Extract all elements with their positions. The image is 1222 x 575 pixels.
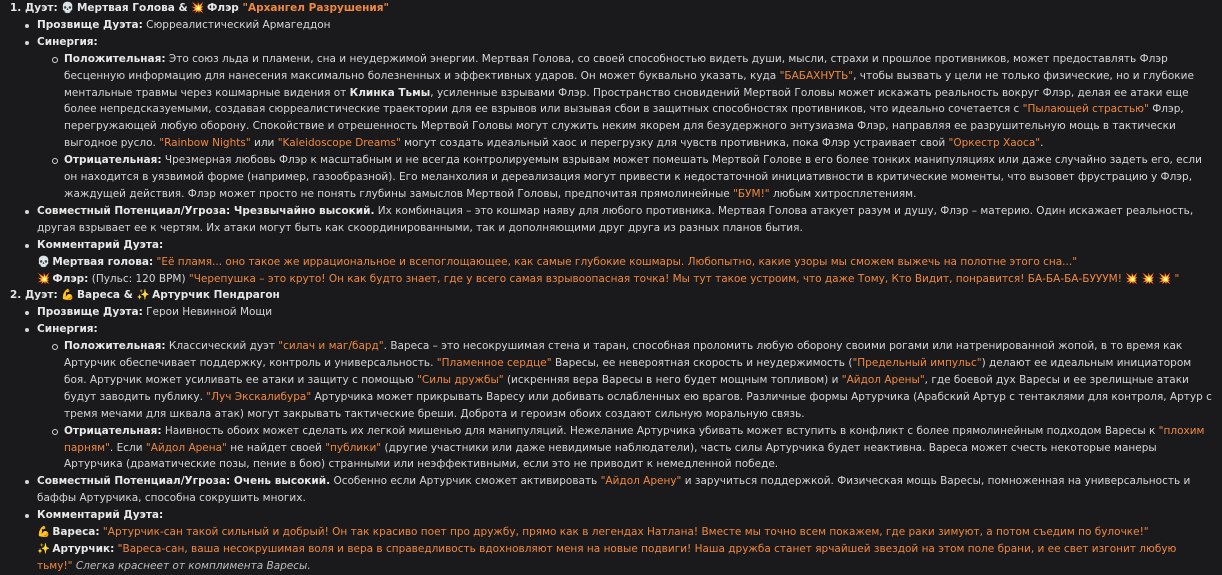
sparkles-icon: ✨ xyxy=(136,289,150,302)
duet-2-negative: Отрицательная: Наивность обоих может сделать их легкой мишенью для манипуляций. Нежелание Артурчика убивать может вступить в конфликт с более прямолинейным подходом Варесы к "плохим парням". Если "Айдол Арена" не найдет своей "публики" (другие участники или даже невидимые наблюдатели), часть силы Артурчика будет неактивна. Вареса может счесть некоторые манеры Артурчика (драматические позы, пение в бою) странными или неэффективными, если это не приводит к немедленной победе. xyxy=(10,423,1212,474)
duet-1-comment-b: 💥 Флэр: (Пульс: 120 BPM) "Черепушка – это круто! Он как будто знает, где у всего самая взрывоопасная точка! Мы тут такое устроим, что даже Тому, Кто Видит, понравится! БА-БА-БА-БУУУМ! 💥 💥 💥 " xyxy=(37,271,1212,288)
duet-1-negative: Отрицательная: Чрезмерная любовь Флэр к масштабным и не всегда контролируемым взрывам может помешать Мертвой Голове в его более тонких манипуляциях или даже случайно задеть его, если он находится в уязвимой форме (например, газообразной). Его меланхолия и дереализация могут привести к недостаточной инициативности в критические моменты, что вызовет фрустрацию у Флэр, жаждущей действия. Флэр может просто не понять глубины замыслов Мертвой Головы, предпочитая прямолинейные "БУМ!" любым хитросплетениям. xyxy=(10,152,1212,203)
duet-2-comment-b: ✨ Артурчик: "Вареса-сан, ваша несокрушимая воля и вера в справедливость вдохновляют меня на новые подвиги! Наша дружба станет ярчайшей звездой на этом поле брани, и ее свет изгонит любую тьму!" Слегка краснеет от комплимента Варесы. xyxy=(37,543,1177,572)
explosion-icon: 💥 xyxy=(191,2,205,14)
sparkles-icon: ✨ xyxy=(37,543,51,555)
flexed-biceps-icon: 💪 xyxy=(37,526,51,539)
duet-1-synergy: Синергия: Положительная: Это союз льда и пламени, сна и неудержимой энергии. Мертвая Голова, со своей способностью видеть души, мысли, страхи и прошлое противников, может предоставлять Флэр бесценную информацию для нанесения максимально болезненных и эффективных ударов. Он может буквально указать, куда "БАБАХНУТЬ", чтобы вызвать у цели не только физические, но и глубокие ментальные травмы через кошмарные видения от Клинка Тьмы, усиленные взрывами Флэр. Пространство сновидений Мертвой Головы может искажать реальность вокруг Флэр, делая ее атаки еще более непредсказуемыми, создавая сюрреалистические траектории для ее взрывов или вызывая сбои в защитных способностях противников, что идеально сочетается с "Пылающей страстью" Флэр, перегружающей любую оборону. Спокойствие и отрешенность Мертвой Головы могут служить неким якорем для безудержного энтузиазма Флэр, направляя ее разрушительную мощь в тактически выгодное русло. "Rainbow Nights" или "Kaleidoscope Dreams" могут создать идеальный хаос и перегрузку для чувств противника, пока Флэр устраивает свой "Оркестр Хаоса". Отрицательная: Чрезмерная любовь Флэр к масштабным и не всегда контролируемым взрывам может помешать Мертвой Голове в его более тонких манипуляциях или даже случайно задеть его, если он находится в уязвимой форме (например, газообразной). Его меланхолия и дереализация могут привести к недостаточной инициативности в критические моменты, что вызовет фрустрацию у Флэр, жаждущей действия. Флэр может просто не понять глубины замыслов Мертвой Головы, предпочитая прямолинейные "БУМ!" любым хитросплетениям. xyxy=(10,34,1212,203)
duet-2-nickname: Прозвище Дуэта: Герои Невинной Мощи xyxy=(10,304,1212,321)
duet-2-comment: Комментарий Дуэта: 💪 Вареса: "Артурчик-сан такой сильный и добрый! Он так красиво поет про дружбу, прямо как в легендах Натлана! Вместе мы точно всем покажем, где раки зимуют, а потом съедим по булочке!" ✨ Артурчик: "Вареса-сан, ваша несокрушимая воля и вера в справедливость вдохновляют меня на новые подвиги! Наша дружба станет ярчайшей звездой на этом поле брани, и ее свет изгонит любую тьму!" Слегка краснеет от комплимента Варесы. xyxy=(10,507,1212,575)
skull-icon: 💀 xyxy=(37,255,51,268)
duet-1-comment: Комментарий Дуэта: 💀 Мертвая голова: "Её пламя... оно такое же иррациональное и всепоглощающее, как самые глубокие кошмары. Любопытно, какие узоры мы сможем выжечь на полотне этого сна..." 💥 Флэр: (Пульс: 120 BPM) "Черепушка – это круто! Он как будто знает, где у всего самая взрывоопасная точка! Мы тут такое устроим, что даже Тому, Кто Видит, понравится! БА-БА-БА-БУУУМ! 💥 💥 💥 " xyxy=(10,237,1212,288)
duet-2-comment-a: 💪 Вареса: "Артурчик-сан такой сильный и добрый! Он так красиво поет про дружбу, прямо как в легендах Натлана! Вместе мы точно всем покажем, где раки зимуют, а потом съедим по булочке!" xyxy=(37,524,1212,541)
duet-1-heading: 1. Дуэт: 💀 Мертвая Голова & 💥 Флэр "Архангел Разрушения" xyxy=(10,0,1212,17)
flexed-biceps-icon: 💪 xyxy=(61,289,75,302)
skull-icon: 💀 xyxy=(61,2,75,14)
duet-1-nickname: Прозвище Дуэта: Сюрреалистический Армагеддон xyxy=(10,17,1212,34)
duet-2-details xyxy=(10,304,1212,575)
duet-1-joint-potential: Совместный Потенциал/Угроза: Чрезвычайно высокий. Их комбинация – это кошмар наяву для любого противника. Мертвая Голова атакует разум и душу, Флэр – материю. Один искажает реальность, другая взрывает ее к чертям. Их атаки могут быть как скоординированными, так и дополняющими друг друга из разных планов бытия. xyxy=(10,203,1212,237)
duet-1-details xyxy=(10,17,1212,288)
duet-2 xyxy=(10,287,1212,574)
duet-2-heading: 2. Дуэт: 💪 Вареса & ✨ Артурчик Пендрагон xyxy=(10,287,1212,304)
duet-1-positive: Положительная: Это союз льда и пламени, сна и неудержимой энергии. Мертвая Голова, со своей способностью видеть души, мысли, страхи и прошлое противников, может предоставлять Флэр бесценную информацию для нанесения максимально болезненных и эффективных ударов. Он может буквально указать, куда "БАБАХНУТЬ", чтобы вызвать у цели не только физические, но и глубокие ментальные травмы через кошмарные видения от Клинка Тьмы, усиленные взрывами Флэр. Пространство сновидений Мертвой Головы может искажать реальность вокруг Флэр, делая ее атаки еще более непредсказуемыми, создавая сюрреалистические траектории для ее взрывов или вызывая сбои в защитных способностях противников, что идеально сочетается с "Пылающей страстью" Флэр, перегружающей любую оборону. Спокойствие и отрешенность Мертвой Головы могут служить неким якорем для безудержного энтузиазма Флэр, направляя ее разрушительную мощь в тактически выгодное русло. "Rainbow Nights" или "Kaleidoscope Dreams" могут создать идеальный хаос и перегрузку для чувств противника, пока Флэр устраивает свой "Оркестр Хаоса". xyxy=(10,51,1212,152)
duet-2-synergy: Синергия: Положительная: Классический дуэт "силач и маг/бард". Вареса – это несокрушимая стена и таран, способная проломить любую оборону своими рогами или натренированной жопой, в то время как Артурчик обеспечивает поддержку, контроль и универсальность. "Пламенное сердце" Варесы, ее невероятная скорость и неудержимость ("Предельный импульс") делают ее идеальным инициатором боя. Артурчик может усиливать ее атаки и защиту с помощью "Силы дружбы" (искренняя вера Варесы в него будет мощным топливом) и "Айдол Арены", где боевой дух Варесы и ее зрелищные атаки будут заводить публику. "Луч Экскалибура" Артурчика может прикрывать Варесу или добивать ослабленных ею врагов. Различные формы Артурчика (Арабский Артур с тентаклями для контроля, Артур с тремя мечами для шквала атак) могут закрывать тактические бреши. Доброта и героизм обоих создают сильную моральную связь. Отрицательная: Наивность обоих может сделать их легкой мишенью для манипуляций. Нежелание Артурчика убивать может вступить в конфликт с более прямолинейным подходом Варесы к "плохим парням". Если "Айдол Арена" не найдет своей "публики" (другие участники или даже невидимые наблюдатели), часть силы Артурчика будет неактивна. Вареса может счесть некоторые манеры Артурчика (драматические позы, пение в бою) странными или неэффективными, если это не приводит к немедленной победе. xyxy=(10,321,1212,473)
duet-2-positive: Положительная: Классический дуэт "силач и маг/бард". Вареса – это несокрушимая стена и таран, способная проломить любую оборону своими рогами или натренированной жопой, в то время как Артурчик обеспечивает поддержку, контроль и универсальность. "Пламенное сердце" Варесы, ее невероятная скорость и неудержимость ("Предельный импульс") делают ее идеальным инициатором боя. Артурчик может усиливать ее атаки и защиту с помощью "Силы дружбы" (искренняя вера Варесы в него будет мощным топливом) и "Айдол Арены", где боевой дух Варесы и ее зрелищные атаки будут заводить публику. "Луч Экскалибура" Артурчика может прикрывать Варесу или добивать ослабленных ею врагов. Различные формы Артурчика (Арабский Артур с тентаклями для контроля, Артур с тремя мечами для шквала атак) могут закрывать тактические бреши. Доброта и героизм обоих создают сильную моральную связь. xyxy=(10,338,1212,423)
duet-1 xyxy=(10,0,1212,287)
duet-2-joint-potential: Совместный Потенциал/Угроза: Очень высокий. Особенно если Артурчик сможет активировать "Айдол Арену" и заручиться поддержкой. Физическая мощь Варесы, помноженная на универсальность и баффы Артурчика, способна сокрушить многих. xyxy=(10,473,1212,507)
duet-1-comment-a: 💀 Мертвая голова: "Её пламя... оно такое же иррациональное и всепоглощающее, как самые глубокие кошмары. Любопытно, какие узоры мы сможем выжечь на полотне этого сна..." xyxy=(37,254,1212,271)
explosion-icon: 💥 xyxy=(37,272,51,285)
